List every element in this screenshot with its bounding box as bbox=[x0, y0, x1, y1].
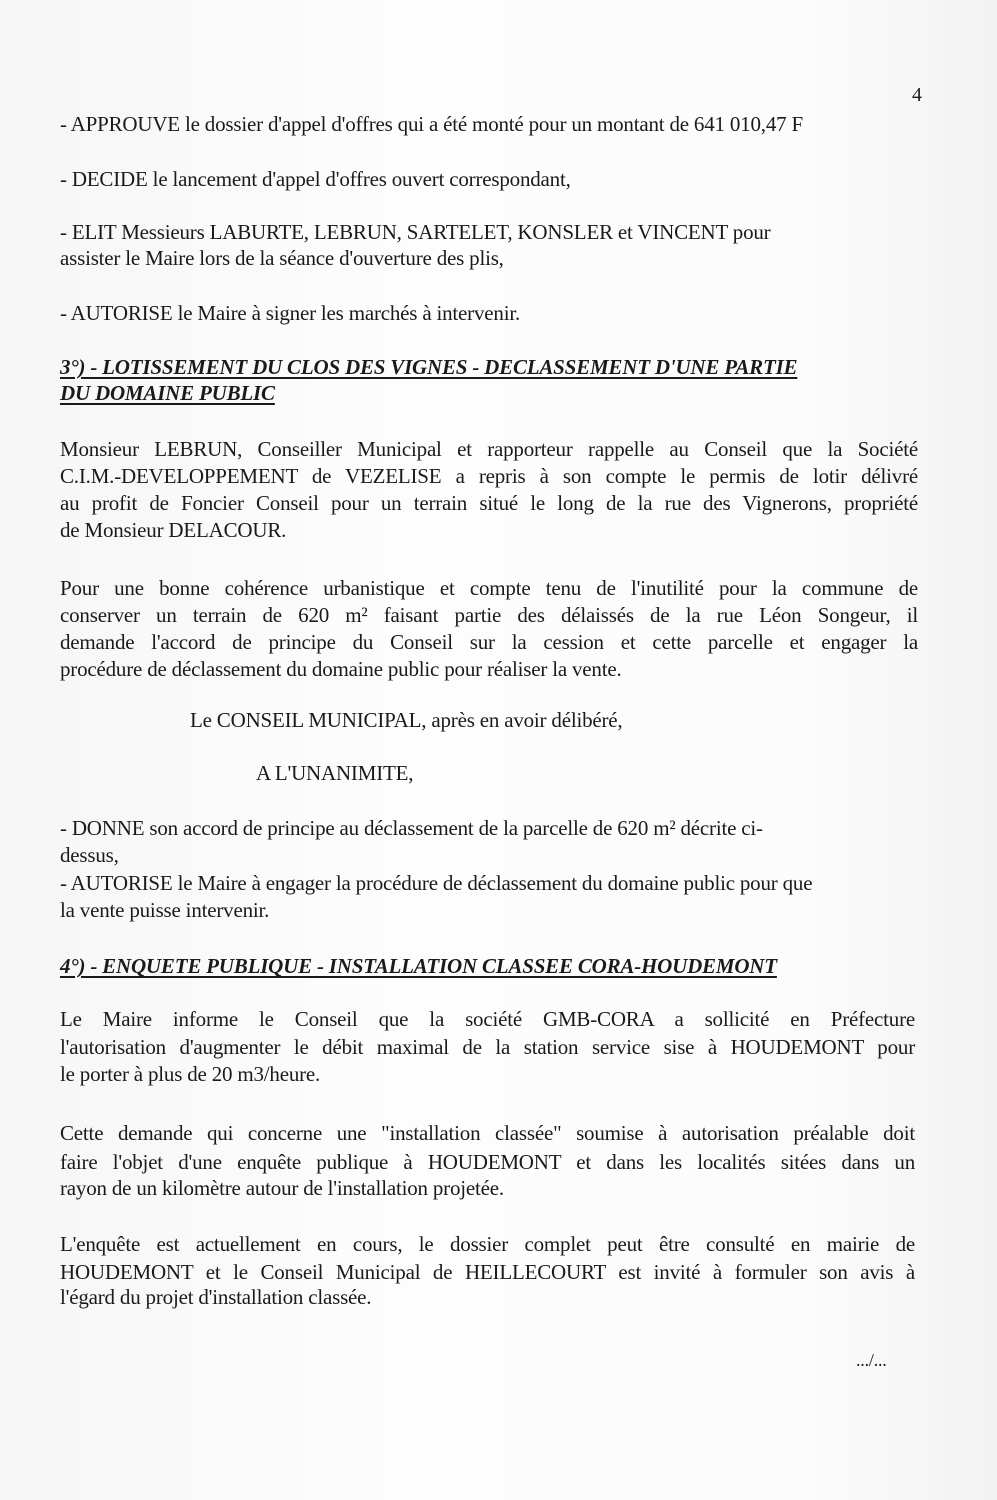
section3-para2-line1: Pour une bonne cohérence urbanistique et compte tenu de l'inutilité pour la commune de bbox=[60, 576, 918, 600]
section4-para1-line3: le porter à plus de 20 m3/heure. bbox=[60, 1062, 321, 1086]
section4-para2-line2: faire l'objet d'une enquête publique à HOUDEMONT et dans les localités sitées dans un bbox=[60, 1150, 915, 1174]
decision-elit-cont: assister le Maire lors de la séance d'ouverture des plis, bbox=[60, 246, 504, 270]
vote-unanimite: A L'UNANIMITE, bbox=[256, 761, 414, 785]
section3-para1-line2: C.I.M.-DEVELOPPEMENT de VEZELISE a repris à son compte le permis de lotir délivré bbox=[60, 464, 918, 488]
section3-para1-line1: Monsieur LEBRUN, Conseiller Municipal et rapporteur rappelle au Conseil que la Société bbox=[60, 437, 918, 461]
decision-approuve: - APPROUVE le dossier d'appel d'offres qui a été monté pour un montant de 641 010,47 F bbox=[60, 112, 803, 136]
section4-para3-line1: L'enquête est actuellement en cours, le dossier complet peut être consulté en mairie de bbox=[60, 1232, 915, 1256]
page-number: 4 bbox=[912, 84, 922, 106]
section4-heading: 4°) - ENQUETE PUBLIQUE - INSTALLATION CLASSEE CORA-HOUDEMONT bbox=[60, 954, 777, 978]
decision-donne: - DONNE son accord de principe au déclassement de la parcelle de 620 m² décrite ci- bbox=[60, 816, 763, 840]
section4-para2-line1: Cette demande qui concerne une "installation classée" soumise à autorisation préalable doit bbox=[60, 1121, 915, 1145]
section3-para1-line3: au profit de Foncier Conseil pour un terrain situé le long de la rue des Vignerons, propriété bbox=[60, 491, 918, 515]
section3-para2-line3: demande l'accord de principe du Conseil sur la cession et cette parcelle et engager la bbox=[60, 630, 918, 654]
section3-para2-line4: procédure de déclassement du domaine public pour réaliser la vente. bbox=[60, 657, 622, 681]
section3-heading-cont: DU DOMAINE PUBLIC bbox=[60, 381, 275, 405]
decision-elit: - ELIT Messieurs LABURTE, LEBRUN, SARTELET, KONSLER et VINCENT pour bbox=[60, 220, 771, 244]
decision-autorise-2: - AUTORISE le Maire à engager la procédure de déclassement du domaine public pour que bbox=[60, 871, 813, 895]
section3-para2-line2: conserver un terrain de 620 m² faisant partie des délaissés de la rue Léon Songeur, il bbox=[60, 603, 918, 627]
section4-para1-line2: l'autorisation d'augmenter le débit maximal de la station service sise à HOUDEMONT pour bbox=[60, 1035, 915, 1059]
section3-para1-line4: de Monsieur DELACOUR. bbox=[60, 518, 287, 542]
section4-para2-line3: rayon de un kilomètre autour de l'installation projetée. bbox=[60, 1176, 504, 1200]
continuation-mark: .../... bbox=[856, 1350, 887, 1370]
council-deliberation: Le CONSEIL MUNICIPAL, après en avoir délibéré, bbox=[190, 708, 623, 732]
section4-para3-line2: HOUDEMONT et le Conseil Municipal de HEILLECOURT est invité à formuler son avis à bbox=[60, 1260, 915, 1284]
section4-para3-line3: l'égard du projet d'installation classée. bbox=[60, 1285, 372, 1309]
decision-autorise: - AUTORISE le Maire à signer les marchés à intervenir. bbox=[60, 301, 521, 325]
decision-autorise-2-cont: la vente puisse intervenir. bbox=[60, 898, 270, 922]
section3-heading: 3°) - LOTISSEMENT DU CLOS DES VIGNES - DECLASSEMENT D'UNE PARTIE bbox=[60, 355, 798, 379]
decision-decide: - DECIDE le lancement d'appel d'offres ouvert correspondant, bbox=[60, 167, 571, 191]
section4-para1-line1: Le Maire informe le Conseil que la société GMB-CORA a sollicité en Préfecture bbox=[60, 1007, 915, 1031]
decision-donne-cont: dessus, bbox=[60, 843, 119, 867]
